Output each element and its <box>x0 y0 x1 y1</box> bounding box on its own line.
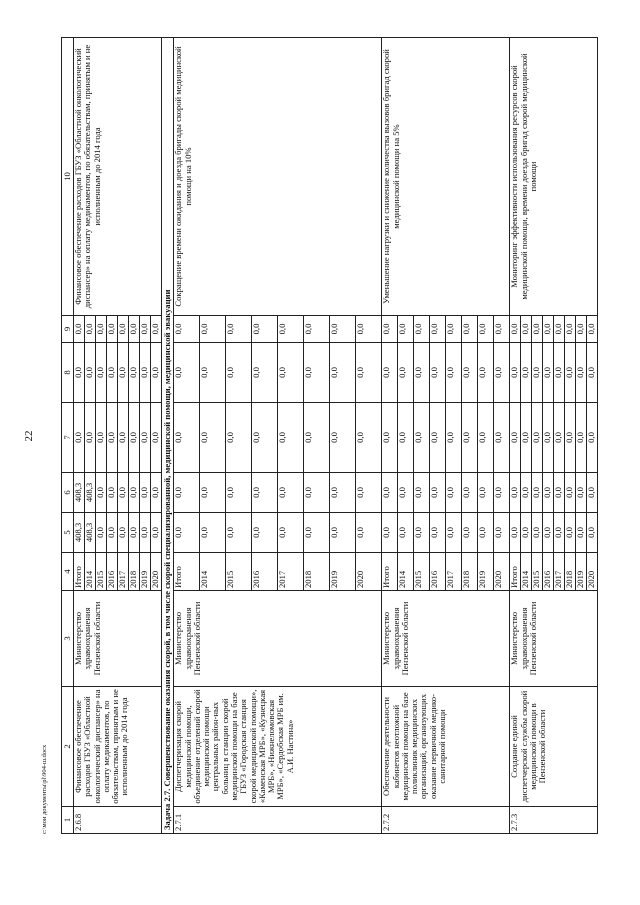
value-cell: 0,0 <box>430 343 446 403</box>
program-table <box>61 37 598 834</box>
value-cell: 0,0 <box>129 316 140 343</box>
value-cell: 0,0 <box>330 343 356 403</box>
value-cell: 0,0 <box>430 403 446 473</box>
value-cell: 0,0 <box>200 343 226 403</box>
year-cell: 2015 <box>226 553 252 591</box>
value-cell: 0,0 <box>521 513 532 553</box>
year-cell: 2018 <box>129 553 140 591</box>
item-id: 2.6.8 <box>74 807 162 834</box>
value-cell: 0,0 <box>587 473 598 513</box>
value-cell: 0,0 <box>521 403 532 473</box>
value-cell: 0,0 <box>226 343 252 403</box>
item-result: Финансовое обеспечение расходов ГБУЗ «Областной онкологический диспансер» на оплату медикаментов, по обязательствам, принятым и не исполненным до 2014 года <box>74 38 162 316</box>
item-name: Создание единой диспетчерской службы скорой медицинской помощи в Пензенской области <box>510 687 598 807</box>
value-cell: 0,0 <box>398 403 414 473</box>
value-cell: 0,0 <box>565 513 576 553</box>
value-cell: 0,0 <box>174 473 200 513</box>
year-cell: 2016 <box>252 553 278 591</box>
year-cell: 2020 <box>356 553 382 591</box>
value-cell: 0,0 <box>565 403 576 473</box>
value-cell: 0,0 <box>330 316 356 343</box>
year-cell: 2015 <box>532 553 543 591</box>
value-cell: 0,0 <box>587 343 598 403</box>
value-cell: 0,0 <box>478 316 494 343</box>
value-cell: 0,0 <box>543 473 554 513</box>
year-cell: 2017 <box>278 553 304 591</box>
value-cell: 0,0 <box>462 316 478 343</box>
value-cell: 0,0 <box>532 473 543 513</box>
value-cell: 0,0 <box>226 403 252 473</box>
year-cell: 2020 <box>151 553 162 591</box>
value-cell: 0,0 <box>587 403 598 473</box>
value-cell: 408,3 <box>74 473 85 513</box>
value-cell: 0,0 <box>478 473 494 513</box>
year-cell: 2020 <box>587 553 598 591</box>
year-cell: 2018 <box>462 553 478 591</box>
value-cell: 0,0 <box>330 513 356 553</box>
value-cell: 0,0 <box>510 403 521 473</box>
value-cell: 0,0 <box>398 513 414 553</box>
value-cell: 408,3 <box>85 473 96 513</box>
table-row <box>174 38 200 834</box>
year-cell: 2019 <box>330 553 356 591</box>
item-result: Мониторинг эффективности использования ресурсов скорой медицинской помощи, времени доезда бригад скорой медицинской помощи <box>510 38 598 316</box>
year-cell: 2017 <box>554 553 565 591</box>
value-cell: 0,0 <box>129 403 140 473</box>
value-cell: 0,0 <box>252 343 278 403</box>
value-cell: 0,0 <box>226 473 252 513</box>
item-id: 2.7.1 <box>174 807 382 834</box>
value-cell: 0,0 <box>382 316 398 343</box>
value-cell: 0,0 <box>382 403 398 473</box>
value-cell: 0,0 <box>140 513 151 553</box>
value-cell: 0,0 <box>74 403 85 473</box>
value-cell: 0,0 <box>96 316 107 343</box>
value-cell: 0,0 <box>278 473 304 513</box>
col-number: 1 <box>62 807 74 834</box>
year-cell: 2020 <box>494 553 510 591</box>
value-cell: 0,0 <box>174 343 200 403</box>
value-cell: 0,0 <box>446 513 462 553</box>
value-cell: 0,0 <box>200 403 226 473</box>
year-cell: 2016 <box>107 553 118 591</box>
value-cell: 0,0 <box>543 316 554 343</box>
rotated-page <box>23 38 612 834</box>
value-cell: 0,0 <box>532 316 543 343</box>
value-cell: 0,0 <box>226 316 252 343</box>
value-cell: 0,0 <box>565 473 576 513</box>
col-number: 6 <box>62 473 74 513</box>
value-cell: 0,0 <box>587 316 598 343</box>
year-cell: 2016 <box>430 553 446 591</box>
value-cell: 0,0 <box>398 316 414 343</box>
value-cell: 0,0 <box>532 343 543 403</box>
value-cell: 0,0 <box>532 403 543 473</box>
value-cell: 0,0 <box>532 513 543 553</box>
value-cell: 0,0 <box>510 343 521 403</box>
page-number: 22 <box>23 430 35 442</box>
value-cell: 0,0 <box>129 513 140 553</box>
value-cell: 0,0 <box>174 403 200 473</box>
value-cell: 0,0 <box>414 403 430 473</box>
value-cell: 0,0 <box>554 343 565 403</box>
col-number: 9 <box>62 316 74 343</box>
value-cell: 0,0 <box>398 473 414 513</box>
value-cell: 0,0 <box>278 513 304 553</box>
value-cell: 0,0 <box>382 343 398 403</box>
year-cell: 2016 <box>543 553 554 591</box>
table-row <box>74 38 85 834</box>
value-cell: 0,0 <box>356 316 382 343</box>
value-cell: 408,3 <box>85 513 96 553</box>
value-cell: 0,0 <box>96 343 107 403</box>
value-cell: 0,0 <box>446 316 462 343</box>
value-cell: 0,0 <box>200 316 226 343</box>
item-name: Обеспечение деятельности кабинетов неотложной медицинской помощи на базе поликлиник медицинских организаций, организующих оказание первичной медико-санитарной помощи <box>382 687 510 807</box>
value-cell: 0,0 <box>356 513 382 553</box>
value-cell: 0,0 <box>200 473 226 513</box>
value-cell: 0,0 <box>107 343 118 403</box>
value-cell: 0,0 <box>521 473 532 513</box>
value-cell: 0,0 <box>576 403 587 473</box>
value-cell: 0,0 <box>430 513 446 553</box>
value-cell: 0,0 <box>140 316 151 343</box>
value-cell: 0,0 <box>140 343 151 403</box>
year-cell: 2014 <box>521 553 532 591</box>
year-cell: 2015 <box>414 553 430 591</box>
value-cell: 0,0 <box>382 513 398 553</box>
item-executor: Министерство здравоохранения Пензенской области <box>174 591 382 687</box>
value-cell: 0,0 <box>304 343 330 403</box>
value-cell: 0,0 <box>587 513 598 553</box>
value-cell: 0,0 <box>462 403 478 473</box>
value-cell: 0,0 <box>382 473 398 513</box>
value-cell: 0,0 <box>118 513 129 553</box>
value-cell: 0,0 <box>118 316 129 343</box>
value-cell: 0,0 <box>462 473 478 513</box>
value-cell: 0,0 <box>576 473 587 513</box>
value-cell: 0,0 <box>85 343 96 403</box>
value-cell: 0,0 <box>462 343 478 403</box>
value-cell: 0,0 <box>107 403 118 473</box>
value-cell: 0,0 <box>96 473 107 513</box>
value-cell: 0,0 <box>304 316 330 343</box>
item-executor: Министерство здравоохранения Пензенской области <box>382 591 510 687</box>
value-cell: 0,0 <box>494 343 510 403</box>
year-cell: Итого <box>382 553 398 591</box>
value-cell: 0,0 <box>356 473 382 513</box>
item-result: Сокращение времени ожидания и доезда бригады скорой медицинской помощи на 10% <box>174 38 382 316</box>
value-cell: 0,0 <box>252 473 278 513</box>
value-cell: 0,0 <box>521 343 532 403</box>
value-cell: 0,0 <box>494 513 510 553</box>
value-cell: 0,0 <box>576 316 587 343</box>
year-cell: 2014 <box>200 553 226 591</box>
value-cell: 0,0 <box>462 513 478 553</box>
value-cell: 0,0 <box>494 316 510 343</box>
value-cell: 0,0 <box>543 403 554 473</box>
item-executor: Министерство здравоохранения Пензенской области <box>74 591 162 687</box>
year-cell: 2017 <box>118 553 129 591</box>
col-number: 2 <box>62 687 74 807</box>
value-cell: 0,0 <box>74 343 85 403</box>
value-cell: 0,0 <box>107 316 118 343</box>
table-row <box>382 38 398 834</box>
value-cell: 0,0 <box>414 473 430 513</box>
value-cell: 0,0 <box>330 473 356 513</box>
value-cell: 0,0 <box>129 473 140 513</box>
col-number: 5 <box>62 513 74 553</box>
value-cell: 0,0 <box>278 316 304 343</box>
col-number: 3 <box>62 591 74 687</box>
value-cell: 0,0 <box>478 343 494 403</box>
year-cell: Итого <box>74 553 85 591</box>
item-executor: Министерство здравоохранения Пензенской области <box>510 591 598 687</box>
year-cell: 2018 <box>304 553 330 591</box>
value-cell: 0,0 <box>151 473 162 513</box>
value-cell: 0,0 <box>446 403 462 473</box>
item-name: Диспетчеризация скорой медицинской помощи, объединение отделений скорой медицинской помощи центральных район-ных больниц в станции скорой медицинской помощи на базе ГБУЗ «Городская станция скорой медицинской помощи», «Каменская МРБ», «Кузнецкая МРБ», «Нижнеломовская МРБ», «Сердобская МРБ им. А.И. Настина» <box>174 687 382 807</box>
value-cell: 0,0 <box>252 513 278 553</box>
value-cell: 0,0 <box>304 403 330 473</box>
value-cell: 0,0 <box>414 316 430 343</box>
value-cell: 0,0 <box>304 473 330 513</box>
value-cell: 0,0 <box>430 316 446 343</box>
year-cell: 2014 <box>85 553 96 591</box>
value-cell: 0,0 <box>543 513 554 553</box>
item-name: Финансовое обеспечение расходов ГБУЗ «Областной онкологический диспансер» на оплату медикаментов, по обязательствам, принятым и не исполненным до 2014 года <box>74 687 162 807</box>
value-cell: 0,0 <box>554 403 565 473</box>
value-cell: 0,0 <box>151 513 162 553</box>
value-cell: 0,0 <box>174 513 200 553</box>
task-heading: Задача 2.7. Совершенствование оказания скорой, в том числе скорой специализированной, медицинской помощи, медицинской эвакуации <box>162 38 174 834</box>
value-cell: 0,0 <box>478 513 494 553</box>
year-cell: 2019 <box>576 553 587 591</box>
value-cell: 0,0 <box>554 473 565 513</box>
value-cell: 0,0 <box>174 316 200 343</box>
item-id: 2.7.2 <box>382 807 510 834</box>
table-row <box>510 38 521 834</box>
value-cell: 0,0 <box>554 316 565 343</box>
value-cell: 0,0 <box>510 513 521 553</box>
year-cell: 2019 <box>140 553 151 591</box>
value-cell: 0,0 <box>446 343 462 403</box>
value-cell: 0,0 <box>85 403 96 473</box>
value-cell: 0,0 <box>140 403 151 473</box>
value-cell: 0,0 <box>118 473 129 513</box>
year-cell: Итого <box>510 553 521 591</box>
value-cell: 0,0 <box>356 343 382 403</box>
value-cell: 0,0 <box>118 403 129 473</box>
value-cell: 0,0 <box>278 343 304 403</box>
year-cell: 2015 <box>96 553 107 591</box>
col-number: 8 <box>62 343 74 403</box>
value-cell: 0,0 <box>151 343 162 403</box>
value-cell: 0,0 <box>107 473 118 513</box>
value-cell: 0,0 <box>446 473 462 513</box>
value-cell: 0,0 <box>330 403 356 473</box>
value-cell: 0,0 <box>118 343 129 403</box>
value-cell: 408,3 <box>74 513 85 553</box>
value-cell: 0,0 <box>278 403 304 473</box>
value-cell: 0,0 <box>74 316 85 343</box>
value-cell: 0,0 <box>356 403 382 473</box>
year-cell: 2017 <box>446 553 462 591</box>
value-cell: 0,0 <box>96 403 107 473</box>
value-cell: 0,0 <box>96 513 107 553</box>
col-number: 7 <box>62 403 74 473</box>
value-cell: 0,0 <box>200 513 226 553</box>
footer-path: c:\мои документы\pl\904-ш.docx <box>41 744 48 834</box>
value-cell: 0,0 <box>414 343 430 403</box>
value-cell: 0,0 <box>554 513 565 553</box>
value-cell: 0,0 <box>430 473 446 513</box>
value-cell: 0,0 <box>226 513 252 553</box>
year-cell: 2014 <box>398 553 414 591</box>
item-id: 2.7.3 <box>510 807 598 834</box>
task-heading-row <box>162 38 174 834</box>
value-cell: 0,0 <box>565 316 576 343</box>
year-cell: 2018 <box>565 553 576 591</box>
value-cell: 0,0 <box>304 513 330 553</box>
value-cell: 0,0 <box>478 403 494 473</box>
value-cell: 0,0 <box>398 343 414 403</box>
value-cell: 0,0 <box>494 403 510 473</box>
col-number: 4 <box>62 553 74 591</box>
value-cell: 0,0 <box>576 513 587 553</box>
value-cell: 0,0 <box>129 343 140 403</box>
value-cell: 0,0 <box>85 316 96 343</box>
value-cell: 0,0 <box>543 343 554 403</box>
value-cell: 0,0 <box>565 343 576 403</box>
value-cell: 0,0 <box>107 513 118 553</box>
value-cell: 0,0 <box>252 403 278 473</box>
year-cell: Итого <box>174 553 200 591</box>
value-cell: 0,0 <box>414 513 430 553</box>
value-cell: 0,0 <box>151 316 162 343</box>
value-cell: 0,0 <box>140 473 151 513</box>
value-cell: 0,0 <box>510 473 521 513</box>
value-cell: 0,0 <box>151 403 162 473</box>
item-result: Уменьшение нагрузки и снижение количества вызовов бригад скорой медицинской помощи на 5% <box>382 38 510 316</box>
column-number-row <box>62 38 74 834</box>
value-cell: 0,0 <box>494 473 510 513</box>
value-cell: 0,0 <box>252 316 278 343</box>
col-number: 10 <box>62 38 74 316</box>
value-cell: 0,0 <box>521 316 532 343</box>
value-cell: 0,0 <box>510 316 521 343</box>
value-cell: 0,0 <box>576 343 587 403</box>
year-cell: 2019 <box>478 553 494 591</box>
table-body <box>62 38 598 834</box>
